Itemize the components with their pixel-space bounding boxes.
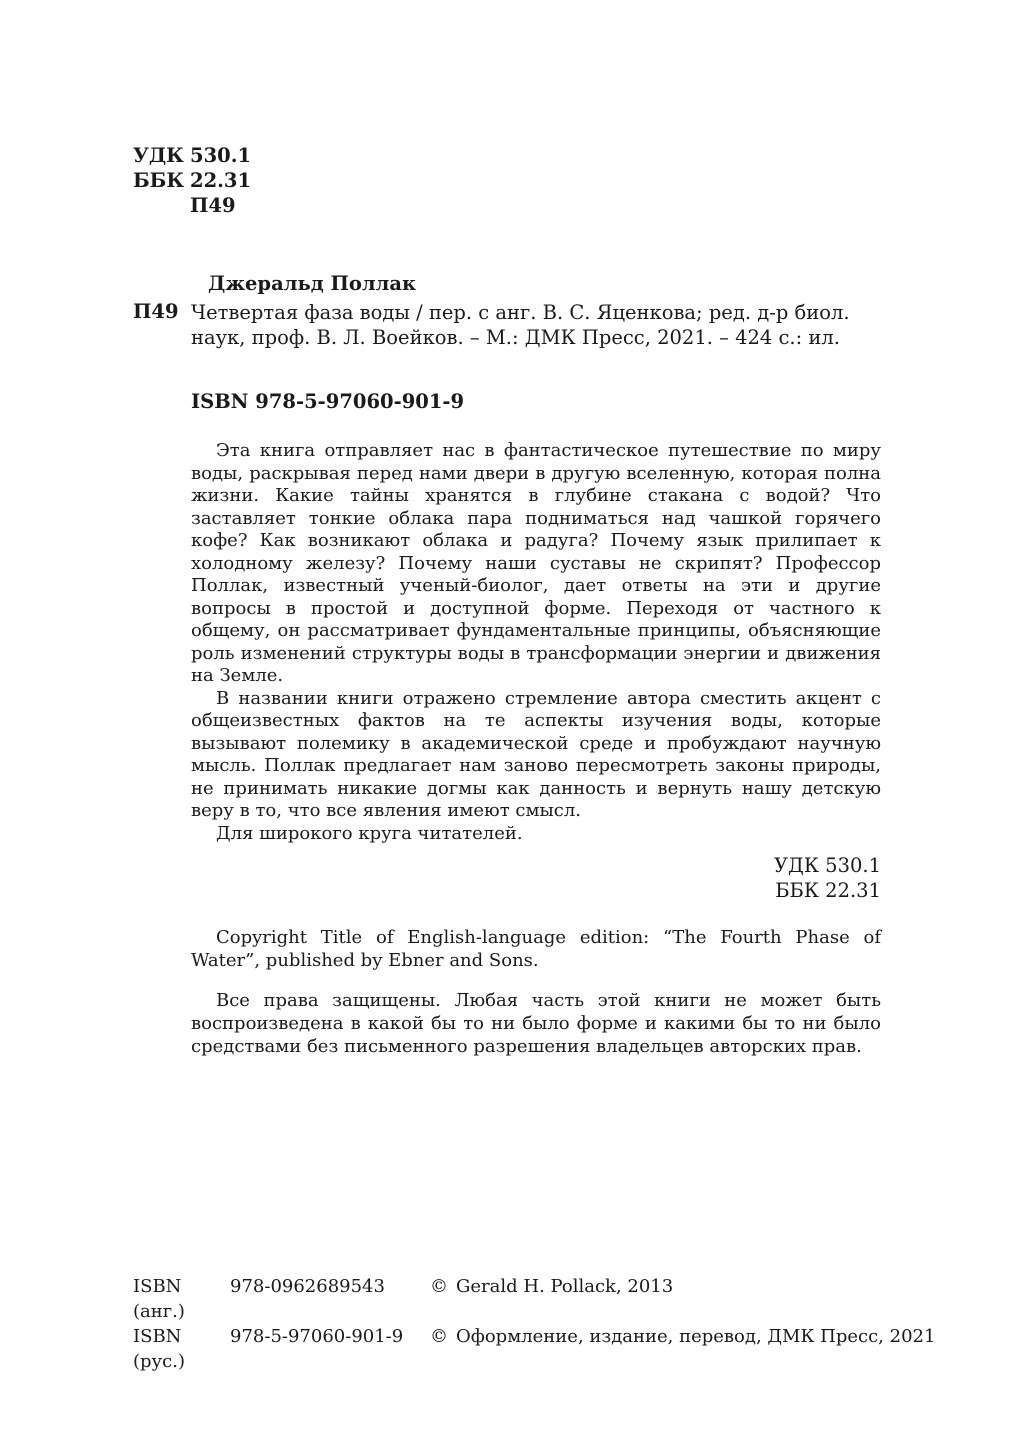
right-udk: УДК 530.1	[773, 854, 881, 877]
udk-value: 530.1	[190, 144, 252, 167]
annotation-paragraph: В названии книги отражено стремление автора сместить акцент с общеизвестных фактов на те аспекты изучения воды, которые вызывают полемику в академической среде и пробуждают научную мысль. Поллак предлагает нам заново пересмотреть законы природы, не принимать никакие догмы как данность и вернуть нашу детскую веру в то, что все явления имеют смысл.	[191, 687, 881, 821]
author-sign-row	[133, 193, 251, 218]
bbk-row	[133, 168, 251, 193]
isbn-main: ISBN 978-5-97060-901-9	[191, 390, 465, 413]
annotation	[191, 440, 881, 845]
copyright-text: Gerald H. Pollack, 2013	[456, 1276, 674, 1297]
annotation-paragraph: Эта книга отправляет нас в фантастическое путешествие по миру воды, раскрывая перед нами двери в другую вселенную, которая полна жизни. Какие тайны хранятся в глубине стакана с водой? Что заставляет тонкие облака пара подниматься над чашкой горячего кофе? Как возникают облака и радуга? Почему язык прилипает к холодному железу? Почему наши суставы не скрипят? Профессор Поллак, известный ученый-биолог, дает ответы на эти и другие вопросы в простой и доступной форме. Переходя от частного к общему, он рассматривает фундаментальные принципы, объясняющие роль изменений структуры воды в трансформации энергии и движения на Земле.	[191, 440, 881, 686]
copyright-note: Copyright Title of English-language edition: “The Fourth Phase of Water”, published by Ebner and Sons.	[191, 927, 881, 971]
isbn-label: ISBN (анг.)	[133, 1276, 185, 1322]
copyright-block	[191, 926, 881, 1075]
classification-codes	[133, 143, 251, 218]
bbk-label: ББК	[133, 169, 185, 192]
copyright-mark: ©	[430, 1276, 448, 1297]
isbn-footer	[133, 1274, 935, 1374]
copyright-mark: ©	[430, 1326, 448, 1347]
bbk-value: 22.31	[190, 169, 252, 192]
right-codes	[774, 853, 881, 903]
right-bbk: ББК 22.31	[775, 879, 881, 902]
udk-row	[133, 143, 251, 168]
isbn-value: 978-5-97060-901-9	[230, 1326, 404, 1347]
bibliographic-description: Четвертая фаза воды / пер. с анг. В. С. Яценкова; ред. д-р биол. наук, проф. В. Л. Воейков. – М.: ДМК Пресс, 2021. – 424 с.: ил.	[191, 301, 850, 349]
author-name: Джеральд Поллак	[208, 272, 417, 295]
udk-label: УДК	[133, 144, 184, 167]
copyright-text: Оформление, издание, перевод, ДМК Пресс, 2021	[456, 1326, 936, 1347]
footer-row	[133, 1274, 935, 1324]
author-sign-left: П49	[133, 300, 179, 323]
footer-row	[133, 1324, 935, 1374]
rights-note: Все права защищены. Любая часть этой книги не может быть воспроизведена в какой бы то ни было форме и какими бы то ни было средствами без письменного разрешения владельцев авторских прав.	[191, 990, 881, 1057]
annotation-paragraph: Для широкого круга читателей.	[216, 822, 523, 844]
isbn-label: ISBN (рус.)	[133, 1326, 185, 1372]
isbn-value: 978-0962689543	[230, 1276, 385, 1297]
author-sign: П49	[190, 194, 236, 217]
